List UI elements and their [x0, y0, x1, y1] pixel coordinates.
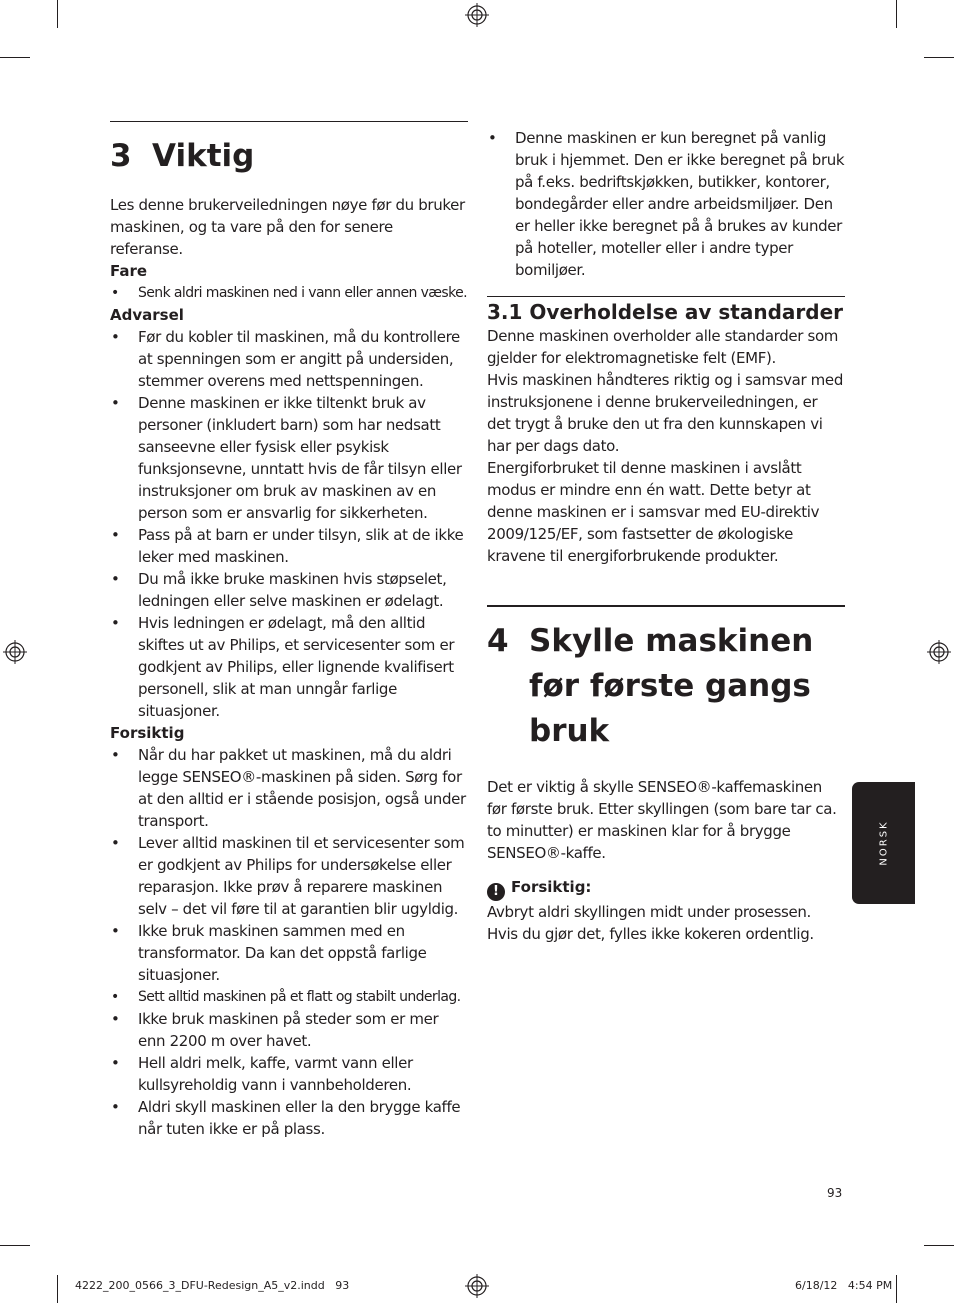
crop-mark-top-right-v: [896, 0, 897, 28]
list-item: • Du må ikke bruke maskinen hvis støpselet, ledningen eller selve maskinen er ødelagt.: [110, 568, 468, 612]
caution-label: Forsiktig:: [511, 878, 592, 896]
left-column: [110, 121, 468, 1140]
list-item: • Denne maskinen er ikke tiltenkt bruk av personer (inkludert barn) som har nedsatt sanseevne eller fysisk eller psykisk funksjonsevne, unntatt hvis de får tilsyn eller instruksjoner om bruk av maskinen av en person som er ansvarlig for sikkerheten.: [110, 392, 468, 524]
section-3-intro: Les denne brukerveiledningen nøye før du bruker maskinen, og ta vare på den for senere referanse.: [110, 196, 465, 258]
list-item: • Denne maskinen er kun beregnet på vanlig bruk i hjemmet. Den er ikke beregnet på bruk på f.eks. bedriftskjøkken, butikker, kontorer, bondegårder eller andre arbeidsmiljøer. Den er heller ikke beregnet på å brukes av kunder på hoteller, moteller eller i andre typer bomiljøer.: [487, 127, 845, 281]
page-number: 93: [827, 1186, 843, 1200]
section-3-1-rule: [487, 296, 845, 297]
registration-mark-left-icon: [3, 640, 27, 664]
registration-mark-right-icon: [927, 640, 951, 664]
footer-date: 6/18/12 4:54 PM: [795, 1279, 893, 1292]
crop-mark-bottom-left-h: [0, 1245, 30, 1246]
section-4-title: Skylle maskinen før første gangs bruk: [529, 623, 814, 749]
forsiktig-label: Forsiktig: [110, 724, 185, 742]
section-3-1-number: 3.1: [487, 300, 523, 324]
section-3-1-paragraph: Denne maskinen overholder alle standarder som gjelder for elektromagnetiske felt (EMF).: [487, 327, 839, 367]
section-4-heading: [487, 619, 845, 754]
caution-box: [487, 876, 845, 945]
section-4-number: 4: [487, 623, 509, 659]
section-3-title: Viktig: [152, 138, 255, 174]
caution-text: Avbryt aldri skyllingen midt under prosessen. Hvis du gjør det, fylles ikke kokeren ordentlig.: [487, 903, 814, 943]
list-item: • Senk aldri maskinen ned i vann eller annen væske.: [110, 282, 468, 304]
right-column: [487, 127, 845, 945]
section-3-1-paragraph: Energiforbruket til denne maskinen i avslått modus er mindre enn én watt. Dette betyr at denne maskinen er i samsvar med EU-direktiv 2009/125/EF, som fastsetter de økologiske kravene til energiforbrukende produkter.: [487, 459, 820, 565]
registration-mark-bottom-icon: [465, 1274, 489, 1298]
footer-file-info: 4222_200_0566_3_DFU-Redesign_A5_v2.indd 93: [75, 1279, 350, 1292]
section-3-rule: [110, 121, 468, 122]
language-side-tab: [852, 782, 915, 904]
warning-icon: !: [487, 883, 505, 901]
fare-list: [110, 282, 468, 304]
forsiktig-list-continued: [487, 127, 845, 281]
crop-mark-top-left-h: [0, 57, 30, 58]
crop-mark-bottom-right-h: [924, 1245, 954, 1246]
list-item: • Pass på at barn er under tilsyn, slik at de ikke leker med maskinen.: [110, 524, 468, 568]
section-3-number: 3: [110, 138, 132, 174]
section-4-intro: Det er viktig å skylle SENSEO®-kaffemaskinen før første bruk. Etter skyllingen (som bare tar ca. to minutter) er maskinen klar for å brygge SENSEO®-kaffe.: [487, 778, 837, 862]
list-item: • Sett alltid maskinen på et flatt og stabilt underlag.: [110, 986, 468, 1008]
list-item: • Aldri skyll maskinen eller la den brygge kaffe når tuten ikke er på plass.: [110, 1096, 468, 1140]
list-item: • Når du har pakket ut maskinen, må du aldri legge SENSEO®-maskinen på siden. Sørg for at den alltid er i stående posisjon, også under transport.: [110, 744, 468, 832]
list-item: • Hell aldri melk, kaffe, varmt vann eller kullsyreholdig vann i vannbeholderen.: [110, 1052, 468, 1096]
list-item: • Lever alltid maskinen til et servicesenter som er godkjent av Philips for undersøkelse eller reparasjon. Ikke prøv å reparere maskinen selv – det vil føre til at garantien blir ugyldig.: [110, 832, 468, 920]
crop-mark-bottom-right-v: [896, 1275, 897, 1303]
crop-mark-bottom-left-v: [57, 1275, 58, 1303]
section-3-1-title: Overholdelse av standarder: [529, 300, 843, 324]
crop-mark-top-left-v: [57, 0, 58, 28]
registration-mark-top-icon: [465, 3, 489, 27]
section-3-1-paragraph: Hvis maskinen håndteres riktig og i samsvar med instruksjonene i denne brukerveiledningen, er det trygt å bruke den ut fra den kunnskapen vi har per dags dato.: [487, 371, 843, 455]
advarsel-label: Advarsel: [110, 306, 184, 324]
advarsel-list: [110, 326, 468, 722]
crop-mark-top-right-h: [924, 57, 954, 58]
caution-heading: [487, 876, 845, 901]
list-item: • Hvis ledningen er ødelagt, må den alltid skiftes ut av Philips, et servicesenter som er godkjent av Philips, eller lignende kvalifisert personell, slik at man unngår farlige situasjoner.: [110, 612, 468, 722]
fare-label: Fare: [110, 262, 148, 280]
list-item: • Før du kobler til maskinen, må du kontrollere at spenningen som er angitt på undersiden, stemmer overens med nettspenningen.: [110, 326, 468, 392]
section-3-1-heading: [487, 299, 845, 325]
section-3-heading: [110, 136, 468, 176]
list-item: • Ikke bruk maskinen sammen med en transformator. Da kan det oppstå farlige situasjoner.: [110, 920, 468, 986]
list-item: • Ikke bruk maskinen på steder som er mer enn 2200 m over havet.: [110, 1008, 468, 1052]
forsiktig-list: [110, 744, 468, 1140]
language-tab-label: NORSK: [878, 820, 889, 866]
section-4-rule: [487, 605, 845, 607]
